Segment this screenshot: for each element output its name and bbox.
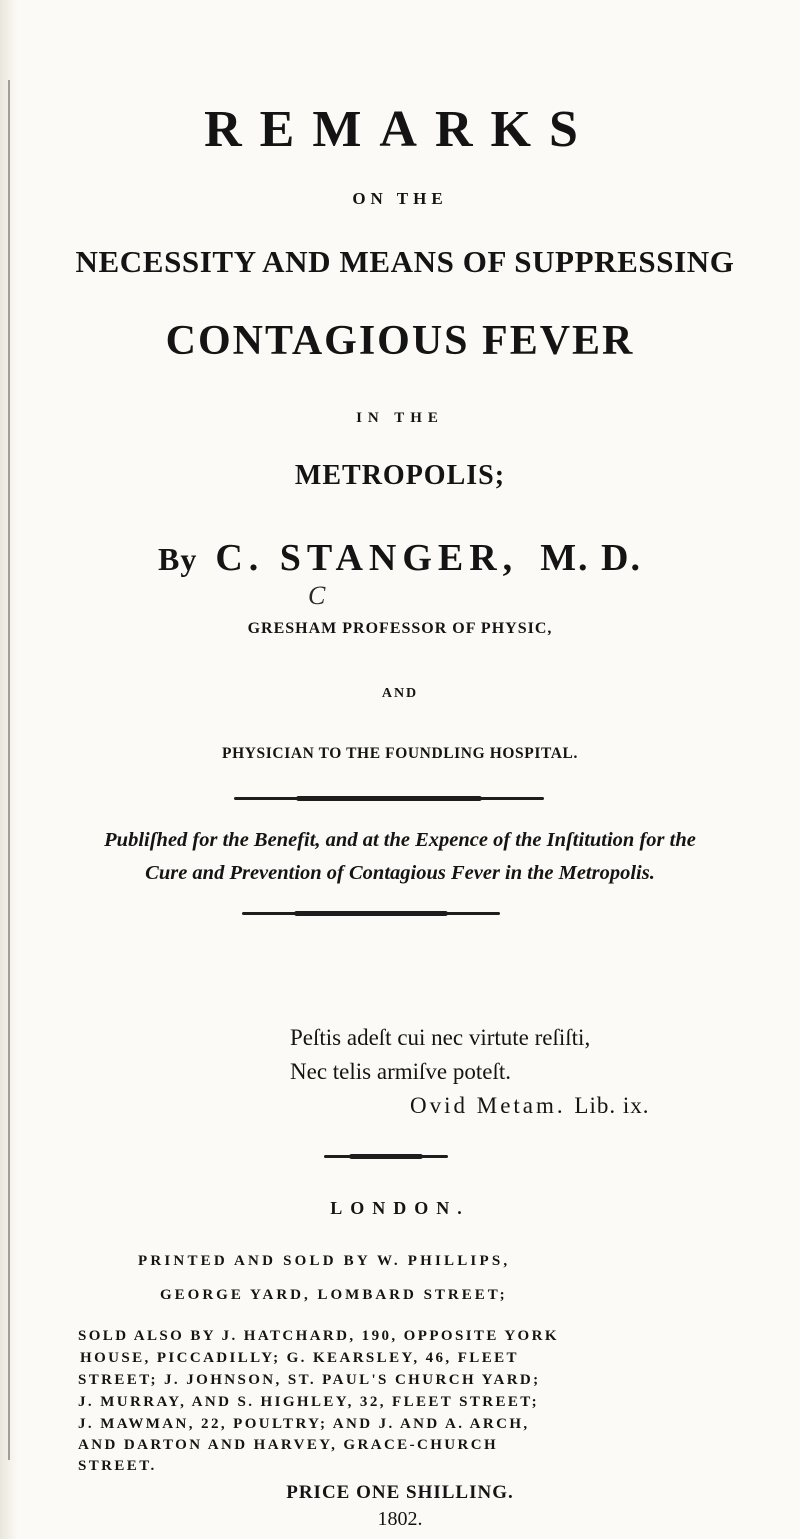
epigraph-author: Ovid Metam. [410, 1093, 566, 1118]
imprint-printer-address: GEORGE YARD, LOMBARD STREET; [160, 1287, 508, 1303]
subtitle-contagious-fever: CONTAGIOUS FEVER [165, 318, 635, 364]
byline-by: By [158, 541, 198, 577]
imprint-sold-line-4: J. MURRAY, AND S. HIGHLEY, 32, FLEET STREET; [78, 1394, 539, 1410]
imprint-sold-line-1: SOLD ALSO BY J. HATCHARD, 190, OPPOSITE YORK [78, 1328, 559, 1344]
author-title-gresham: GRESHAM PROFESSOR OF PHYSIC, [247, 620, 553, 637]
epigraph-line-1: Peſtis adeſt cui nec virtute reſiſti, [290, 1025, 591, 1050]
author-degree: M. D. [540, 537, 642, 579]
epigraph-attribution [410, 1093, 650, 1119]
imprint-sold-line-5: J. MAWMAN, 22, POULTRY; AND J. AND A. ARCH, [78, 1416, 530, 1432]
title-remarks: REMARKS [204, 101, 596, 158]
epigraph-line-2: Nec telis armiſve poteſt. [290, 1059, 511, 1084]
divider-rule-1 [234, 797, 544, 800]
publication-note [30, 824, 770, 890]
imprint-sold-line-7: STREET. [78, 1458, 157, 1474]
epigraph-reference: Lib. ix. [574, 1093, 650, 1118]
author-byline [20, 536, 780, 580]
subtitle-on-the: ON THE [352, 189, 448, 208]
publication-note-line-1: Publiſhed for the Benefit, and at the Expence of the Inſtitution for the [104, 829, 696, 851]
divider-rule-2 [242, 912, 500, 915]
divider-rule-3 [324, 1155, 448, 1158]
year: 1802. [377, 1508, 423, 1530]
imprint-sold-line-3: STREET; J. JOHNSON, ST. PAUL'S CHURCH YARD; [78, 1372, 541, 1388]
subtitle-metropolis: METROPOLIS; [294, 460, 506, 491]
author-title-and: AND [381, 686, 419, 701]
gutter-line [8, 80, 10, 1460]
author-name: C. STANGER, [215, 537, 519, 579]
handwritten-annotation: C [308, 581, 326, 610]
publication-note-line-2: Cure and Prevention of Contagious Fever in the Metropolis. [145, 862, 655, 884]
imprint-city: LONDON. [330, 1198, 470, 1218]
imprint-printer: PRINTED AND SOLD BY W. PHILLIPS, [138, 1253, 511, 1269]
imprint-sold-line-2: HOUSE, PICCADILLY; G. KEARSLEY, 46, FLEET [80, 1350, 519, 1366]
author-title-physician: PHYSICIAN TO THE FOUNDLING HOSPITAL. [222, 745, 578, 762]
subtitle-necessity: NECESSITY AND MEANS OF SUPPRESSING [75, 244, 735, 279]
price: PRICE ONE SHILLING. [286, 1482, 514, 1503]
subtitle-in-the: IN THE [356, 410, 444, 426]
imprint-sold-line-6: AND DARTON AND HARVEY, GRACE-CHURCH [78, 1437, 499, 1453]
